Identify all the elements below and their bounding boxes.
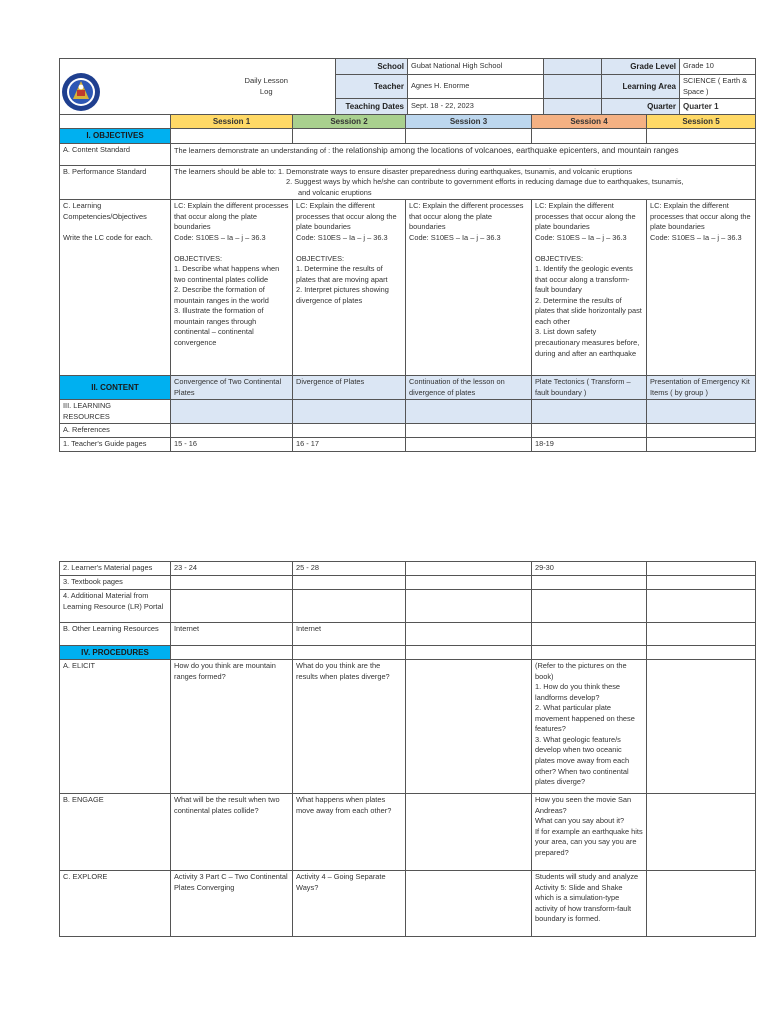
session-4-header: Session 4 xyxy=(532,115,647,129)
elicit-label: A. ELICIT xyxy=(60,660,171,794)
blank-cell xyxy=(647,660,756,794)
blank-cell xyxy=(532,576,647,590)
school-label: School xyxy=(336,59,408,75)
learning-resources-label: III. LEARNING RESOURCES xyxy=(60,400,171,424)
blank-cell xyxy=(647,794,756,871)
teacher-label: Teacher xyxy=(336,75,408,99)
lesson-table-1 xyxy=(59,114,756,452)
blank-cell xyxy=(406,400,532,424)
header-table xyxy=(59,58,756,115)
textbook-pages-label: 3. Textbook pages xyxy=(60,576,171,590)
blank-cell xyxy=(647,871,756,937)
quarter-label: Quarter xyxy=(602,99,680,115)
session-3-header: Session 3 xyxy=(406,115,532,129)
blank-cell xyxy=(293,576,406,590)
blank-cell xyxy=(60,115,171,129)
blank-cell xyxy=(406,129,532,143)
blank-cell xyxy=(532,400,647,424)
blank-cell xyxy=(171,590,293,623)
explore-session-2: Activity 4 – Going Separate Ways? xyxy=(293,871,406,937)
content-standard-body: the relationship among the locations of volcanoes, earthquake epicenters, and mountain ranges xyxy=(332,145,679,155)
content-standard-text xyxy=(171,143,756,165)
competencies-session-1: LC: Explain the different processes that occur along the plate boundaries Code: S10ES – Ia – j – 36.3 OBJECTIVES: 1. Describe what happens when two continental plates collide 2. Describe the formation of mountain ranges in the world 3. Illustrate the formation of mountain ranges through continental – continental convergence xyxy=(171,200,293,376)
performance-standard-text xyxy=(171,165,756,200)
quarter-value: Quarter 1 xyxy=(680,99,756,115)
engage-label: B. ENGAGE xyxy=(60,794,171,871)
blank-cell xyxy=(532,424,647,438)
performance-standard-label: B. Performance Standard xyxy=(60,165,171,200)
blank-cell xyxy=(647,590,756,623)
other-resources-label: B. Other Learning Resources xyxy=(60,623,171,646)
content-session-2: Divergence of Plates xyxy=(293,376,406,400)
teaching-dates-value: Sept. 18 - 22, 2023 xyxy=(408,99,544,115)
learning-area-label: Learning Area xyxy=(602,75,680,99)
performance-standard-line-2: 2. Suggest ways by which he/she can contribute to government efforts in reducing damage due to earthquakes, tsunamis, xyxy=(286,177,684,187)
learners-material-session-2: 25 - 28 xyxy=(293,562,406,576)
content-standard-label: A. Content Standard xyxy=(60,143,171,165)
engage-session-4: How you seen the movie San Andreas? What can you say about it? If for example an earthquake hits your area, can you say you are prepared? xyxy=(532,794,647,871)
learners-material-session-3 xyxy=(406,562,532,576)
logo-cell xyxy=(60,59,198,115)
learners-material-session-1: 23 - 24 xyxy=(171,562,293,576)
elicit-session-4: (Refer to the pictures on the book) 1. How do you think these landforms develop? 2. What particular plate movement happened on these features? 3. What geologic feature/s develop when two oceanic plates move away from each other? When two continental plates diverge? xyxy=(532,660,647,794)
content-session-1: Convergence of Two Continental Plates xyxy=(171,376,293,400)
blank-cell xyxy=(532,129,647,143)
other-resources-session-2: Internet xyxy=(293,623,406,646)
blank-cell xyxy=(171,646,293,660)
deped-seal-icon xyxy=(61,72,101,112)
lesson-table-2 xyxy=(59,561,756,937)
explore-label: C. EXPLORE xyxy=(60,871,171,937)
references-label: A. References xyxy=(60,424,171,438)
teaching-dates-label: Teaching Dates xyxy=(336,99,408,115)
engage-session-1: What will be the result when two continental plates collide? xyxy=(171,794,293,871)
grade-level-label: Grade Level xyxy=(602,59,680,75)
blank-cell xyxy=(293,590,406,623)
other-resources-session-3 xyxy=(406,623,532,646)
other-resources-session-4 xyxy=(532,623,647,646)
learners-material-session-5 xyxy=(647,562,756,576)
teachers-guide-session-5 xyxy=(647,438,756,452)
teacher-value: Agnes H. Enorme xyxy=(408,75,544,99)
elicit-session-1: How do you think are mountain ranges formed? xyxy=(171,660,293,794)
lesson-log-page-2 xyxy=(59,561,755,937)
header-spacer xyxy=(544,59,602,75)
blank-cell xyxy=(293,129,406,143)
blank-cell xyxy=(171,424,293,438)
teachers-guide-session-4: 18-19 xyxy=(532,438,647,452)
header-spacer xyxy=(544,99,602,115)
performance-standard-line-1: The learners should be able to: 1. Demonstrate ways to ensure disaster preparedness during earthquakes, tsunamis, and volcanic eruptions xyxy=(174,166,633,176)
blank-cell xyxy=(406,794,532,871)
blank-cell xyxy=(171,129,293,143)
blank-cell xyxy=(293,400,406,424)
blank-cell xyxy=(647,646,756,660)
teachers-guide-session-3 xyxy=(406,438,532,452)
header-spacer xyxy=(544,75,602,99)
content-standard-prefix: The learners demonstrate an understanding of : xyxy=(174,145,333,155)
content-section-heading: II. CONTENT xyxy=(60,376,171,400)
objectives-section-heading: I. OBJECTIVES xyxy=(60,129,171,143)
blank-cell xyxy=(647,424,756,438)
engage-session-2: What happens when plates move away from each other? xyxy=(293,794,406,871)
learners-material-session-4: 29-30 xyxy=(532,562,647,576)
blank-cell xyxy=(532,590,647,623)
performance-standard-line-3: and volcanic eruptions xyxy=(298,187,372,197)
explore-session-4: Students will study and analyze Activity 5: Slide and Shake which is a simulation-type activity of how transform-fault boundary is formed. xyxy=(532,871,647,937)
blank-cell xyxy=(406,660,532,794)
blank-cell xyxy=(406,871,532,937)
blank-cell xyxy=(171,576,293,590)
grade-level-value: Grade 10 xyxy=(680,59,756,75)
competencies-session-4: LC: Explain the different processes that occur along the plate boundaries Code: S10ES – Ia – j – 36.3 OBJECTIVES: 1. Identify the geologic events that occur along a transform-fault boundary 2. Determine the results of plates that slide horizontally past each other 3. List down safety precautionary measures before, during and after an earthquake xyxy=(532,200,647,376)
competencies-label: C. Learning Competencies/Objectives Write the LC code for each. xyxy=(60,200,171,376)
additional-material-label: 4. Additional Material from Learning Resource (LR) Portal xyxy=(60,590,171,623)
session-1-header: Session 1 xyxy=(171,115,293,129)
other-resources-session-1: Internet xyxy=(171,623,293,646)
explore-session-1: Activity 3 Part C – Two Continental Plates Converging xyxy=(171,871,293,937)
blank-cell xyxy=(647,400,756,424)
content-session-3: Continuation of the lesson on divergence of plates xyxy=(406,376,532,400)
competencies-session-2: LC: Explain the different processes that occur along the plate boundaries Code: S10ES – Ia – j – 36.3 OBJECTIVES: 1. Determine the results of plates that are moving apart 2. Interpret pictures showing divergence of plates xyxy=(293,200,406,376)
procedures-section-heading: IV. PROCEDURES xyxy=(60,646,171,660)
blank-cell xyxy=(647,129,756,143)
content-session-5: Presentation of Emergency Kit Items ( by group ) xyxy=(647,376,756,400)
blank-cell xyxy=(293,424,406,438)
blank-cell xyxy=(406,646,532,660)
other-resources-session-5 xyxy=(647,623,756,646)
learning-area-value: SCIENCE ( Earth & Space ) xyxy=(680,75,756,99)
school-value: Gubat National High School xyxy=(408,59,544,75)
teachers-guide-session-1: 15 - 16 xyxy=(171,438,293,452)
blank-cell xyxy=(406,590,532,623)
teachers-guide-label: 1. Teacher's Guide pages xyxy=(60,438,171,452)
elicit-session-2: What do you think are the results when plates diverge? xyxy=(293,660,406,794)
session-2-header: Session 2 xyxy=(293,115,406,129)
blank-cell xyxy=(293,646,406,660)
learners-material-label: 2. Learner's Material pages xyxy=(60,562,171,576)
blank-cell xyxy=(406,576,532,590)
blank-cell xyxy=(647,576,756,590)
competencies-session-5: LC: Explain the different processes that occur along the plate boundaries Code: S10ES – Ia – j – 36.3 xyxy=(647,200,756,376)
session-5-header: Session 5 xyxy=(647,115,756,129)
blank-cell xyxy=(171,400,293,424)
competencies-session-3: LC: Explain the different processes that occur along the plate boundaries Code: S10ES – Ia – j – 36.3 xyxy=(406,200,532,376)
teachers-guide-session-2: 16 - 17 xyxy=(293,438,406,452)
content-session-4: Plate Tectonics ( Transform – fault boundary ) xyxy=(532,376,647,400)
lesson-log-page-1 xyxy=(59,58,755,452)
dll-title: Daily Lesson Log xyxy=(198,59,336,115)
blank-cell xyxy=(532,646,647,660)
blank-cell xyxy=(406,424,532,438)
